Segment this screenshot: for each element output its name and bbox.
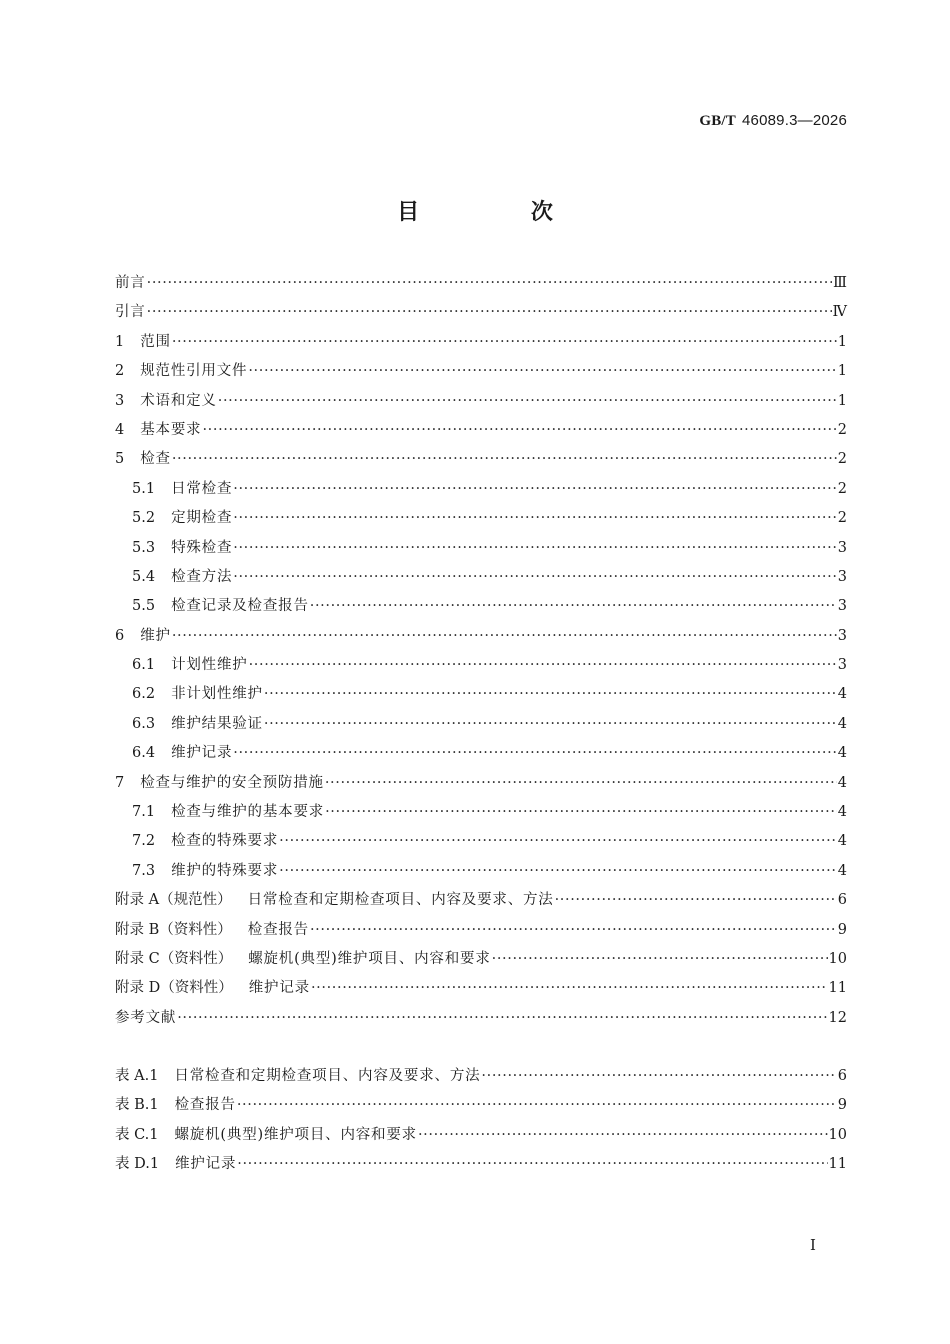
standard-prefix: GB/T — [699, 113, 736, 129]
dot-leader — [325, 798, 837, 827]
entry-page: Ⅳ — [832, 304, 847, 321]
toc-entry[interactable] — [115, 769, 847, 798]
entry-number: 6.2 — [132, 686, 156, 703]
toc-entry[interactable] — [115, 916, 847, 945]
entry-label: 非计划性维护 — [171, 686, 263, 703]
entry-page: Ⅲ — [833, 274, 847, 291]
entry-label: 检查报告 — [174, 1097, 236, 1114]
page-title: 目 次 — [397, 200, 605, 225]
entry-page: 3 — [837, 627, 847, 644]
entry-number: 5.2 — [132, 510, 156, 527]
entry-label: 检查与维护的基本要求 — [171, 804, 325, 821]
entry-number: 2 — [115, 363, 125, 380]
dot-leader — [481, 1062, 836, 1091]
entry-number: 6.3 — [132, 715, 156, 732]
table-list-entry[interactable] — [115, 1091, 847, 1120]
dot-leader — [248, 357, 836, 386]
entry-label: 维护结果验证 — [171, 715, 263, 732]
dot-leader — [555, 886, 837, 915]
entry-page: 6 — [837, 892, 847, 909]
entry-page: 11 — [828, 980, 847, 997]
dot-leader — [218, 387, 837, 416]
dot-leader — [233, 739, 837, 768]
entry-page: 2 — [837, 510, 847, 527]
toc-entry[interactable] — [115, 680, 847, 709]
entry-page: 12 — [828, 1009, 847, 1026]
standard-code — [699, 112, 847, 130]
standard-number: 46089.3—2026 — [742, 112, 847, 129]
entry-label: 引言 — [115, 304, 146, 321]
dot-leader — [264, 680, 837, 709]
entry-label: 检查 — [140, 451, 171, 468]
table-list-entry[interactable] — [115, 1062, 847, 1091]
entry-page: 4 — [837, 774, 847, 791]
entry-number: 7.3 — [132, 862, 156, 879]
dot-leader — [177, 1004, 827, 1033]
toc-entry[interactable] — [115, 328, 847, 357]
entry-label: 螺旋机(典型)维护项目、内容和要求 — [248, 950, 491, 967]
entry-number: 6 — [115, 627, 125, 644]
entry-label: 检查的特殊要求 — [171, 833, 279, 850]
entry-number: 5.5 — [132, 598, 156, 615]
entry-page: 2 — [837, 421, 847, 438]
entry-number: 6.4 — [132, 745, 156, 762]
table-of-contents — [115, 269, 847, 1033]
entry-label: 检查报告 — [247, 921, 309, 938]
toc-entry[interactable] — [115, 475, 847, 504]
toc-entry[interactable] — [115, 710, 847, 739]
dot-leader — [310, 592, 837, 621]
entry-label: 维护记录 — [175, 1156, 237, 1173]
entry-label: 维护的特殊要求 — [171, 862, 279, 879]
entry-page: 4 — [837, 686, 847, 703]
entry-label: 维护记录 — [171, 745, 233, 762]
dot-leader — [325, 769, 837, 798]
entry-page: 3 — [837, 568, 847, 585]
entry-label: 术语和定义 — [140, 392, 217, 409]
toc-entry[interactable] — [115, 798, 847, 827]
dot-leader — [279, 827, 837, 856]
entry-page: 6 — [837, 1067, 847, 1084]
entry-page: 11 — [828, 1156, 847, 1173]
entry-label: 日常检查 — [171, 480, 233, 497]
entry-number: 5 — [115, 451, 125, 468]
entry-number: 表 A.1 — [115, 1067, 159, 1084]
entry-page: 9 — [837, 1097, 847, 1114]
entry-label: 范围 — [140, 333, 171, 350]
toc-entry[interactable] — [115, 739, 847, 768]
dot-leader — [237, 1091, 837, 1120]
entry-page: 3 — [837, 598, 847, 615]
entry-number: 5.3 — [132, 539, 156, 556]
entry-label: 螺旋机(典型)维护项目、内容和要求 — [174, 1126, 417, 1143]
entry-label: 检查与维护的安全预防措施 — [140, 774, 324, 791]
entry-page: 4 — [837, 715, 847, 732]
entry-label: 前言 — [115, 274, 146, 291]
table-list-entry[interactable] — [115, 1150, 847, 1179]
dot-leader — [233, 504, 837, 533]
toc-entry[interactable] — [115, 651, 847, 680]
dot-leader — [264, 710, 837, 739]
toc-entry[interactable] — [115, 886, 847, 915]
dot-leader — [172, 622, 837, 651]
entry-page: 10 — [828, 1126, 847, 1143]
dot-leader — [492, 945, 828, 974]
entry-number: 5.4 — [132, 568, 156, 585]
entry-label: 规范性引用文件 — [140, 363, 248, 380]
entry-page: 3 — [837, 539, 847, 556]
entry-label: 计划性维护 — [171, 657, 248, 674]
toc-entry[interactable] — [115, 857, 847, 886]
toc-entry[interactable] — [115, 504, 847, 533]
entry-label: 维护记录 — [248, 980, 310, 997]
entry-number: 7.1 — [132, 804, 156, 821]
dot-leader — [311, 974, 828, 1003]
dot-leader — [147, 298, 832, 327]
toc-entry[interactable] — [115, 945, 847, 974]
toc-entry[interactable] — [115, 974, 847, 1003]
entry-label: 检查方法 — [171, 568, 233, 585]
entry-page: 4 — [837, 862, 847, 879]
dot-leader — [202, 416, 836, 445]
entry-number: 附录 D（资料性） — [115, 980, 233, 997]
entry-label: 日常检查和定期检查项目、内容及要求、方法 — [247, 892, 554, 909]
entry-page: 4 — [837, 745, 847, 762]
entry-page: 4 — [837, 804, 847, 821]
entry-number: 表 C.1 — [115, 1126, 159, 1143]
entry-number: 附录 C（资料性） — [115, 950, 233, 967]
entry-label: 维护 — [140, 627, 171, 644]
entry-page: 2 — [837, 451, 847, 468]
entry-page: 1 — [837, 363, 847, 380]
dot-leader — [418, 1121, 828, 1150]
entry-number: 4 — [115, 421, 125, 438]
entry-label: 定期检查 — [171, 510, 233, 527]
toc-entry[interactable] — [115, 298, 847, 327]
toc-entry[interactable] — [115, 563, 847, 592]
entry-label: 基本要求 — [140, 421, 202, 438]
dot-leader — [310, 916, 837, 945]
entry-number: 3 — [115, 392, 125, 409]
list-of-tables — [115, 1062, 847, 1180]
entry-page: 10 — [828, 950, 847, 967]
toc-entry[interactable] — [115, 269, 847, 298]
entry-number: 6.1 — [132, 657, 156, 674]
entry-label: 特殊检查 — [171, 539, 233, 556]
entry-page: 2 — [837, 480, 847, 497]
dot-leader — [249, 651, 837, 680]
table-list-entry[interactable] — [115, 1121, 847, 1150]
toc-entry[interactable] — [115, 445, 847, 474]
entry-number: 表 D.1 — [115, 1156, 160, 1173]
toc-entry[interactable] — [115, 1004, 847, 1033]
toc-entry[interactable] — [115, 592, 847, 621]
dot-leader — [279, 857, 837, 886]
toc-entry[interactable] — [115, 534, 847, 563]
toc-entry[interactable] — [115, 416, 847, 445]
entry-number: 附录 B（资料性） — [115, 921, 232, 938]
dot-leader — [172, 328, 837, 357]
dot-leader — [172, 445, 837, 474]
entry-number: 表 B.1 — [115, 1097, 159, 1114]
entry-page: 1 — [837, 333, 847, 350]
entry-page: 1 — [837, 392, 847, 409]
entry-number: 5.1 — [132, 480, 156, 497]
entry-label: 日常检查和定期检查项目、内容及要求、方法 — [174, 1067, 481, 1084]
entry-number: 附录 A（规范性） — [115, 892, 232, 909]
dot-leader — [237, 1150, 827, 1179]
dot-leader — [233, 475, 837, 504]
toc-entry[interactable] — [115, 622, 847, 651]
entry-page: 4 — [837, 833, 847, 850]
dot-leader — [147, 269, 832, 298]
dot-leader — [233, 534, 837, 563]
entry-number: 1 — [115, 333, 125, 350]
entry-number: 7 — [115, 774, 125, 791]
toc-entry[interactable] — [115, 827, 847, 856]
entry-page: 9 — [837, 921, 847, 938]
toc-entry[interactable] — [115, 357, 847, 386]
entry-page: 3 — [837, 657, 847, 674]
page-number: Ⅰ — [810, 1236, 816, 1254]
toc-entry[interactable] — [115, 387, 847, 416]
entry-label: 参考文献 — [115, 1009, 177, 1026]
entry-label: 检查记录及检查报告 — [171, 598, 309, 615]
dot-leader — [233, 563, 837, 592]
entry-number: 7.2 — [132, 833, 156, 850]
